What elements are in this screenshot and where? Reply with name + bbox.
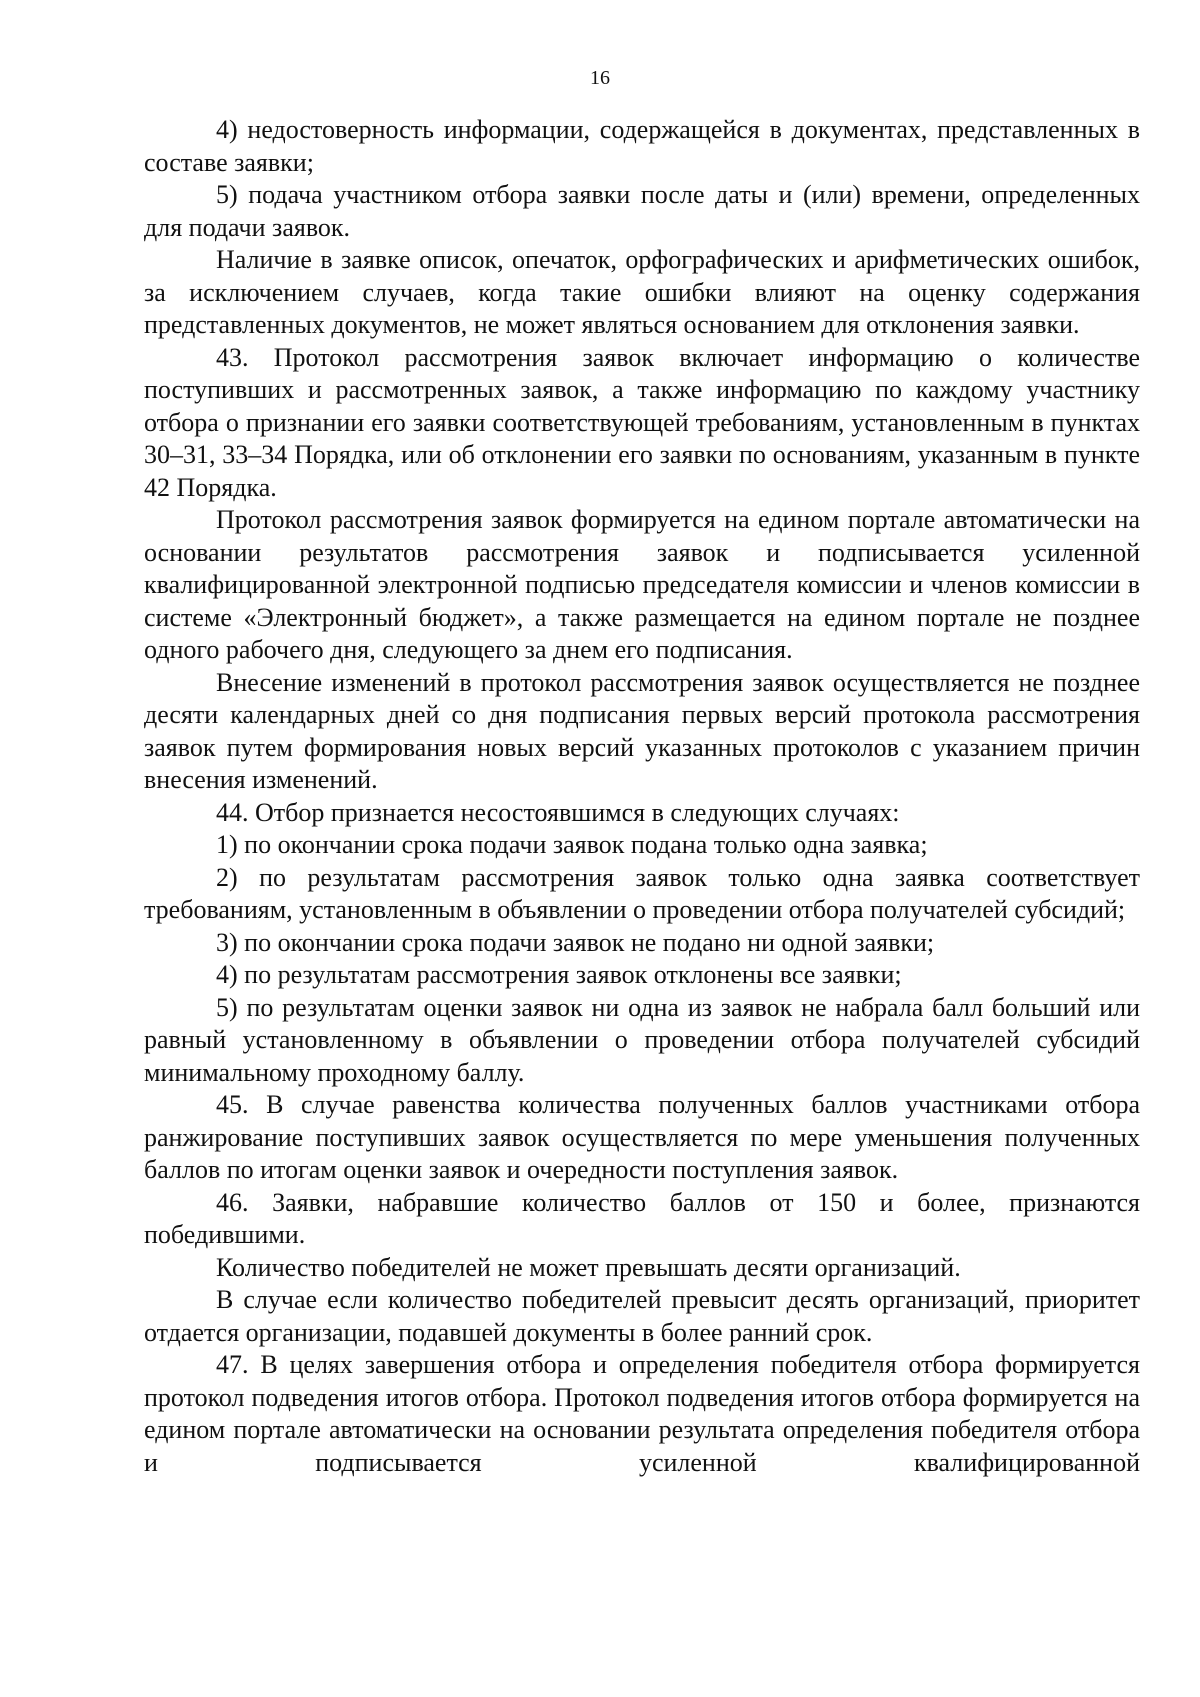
page-number: 16 (590, 67, 610, 89)
paragraph-winners-limit: Количество победителей не может превышать десяти организаций. (216, 1252, 961, 1282)
paragraph-item-4: 4) недостоверность информации, содержащейся в документах, представленных в составе заявки; (144, 115, 1140, 177)
paragraph-44-case-2: 2) по результатам рассмотрения заявок только одна заявка соответствует требованиям, установленным в объявлении о проведении отбора получателей субсидий; (144, 862, 1140, 924)
paragraph-43: 43. Протокол рассмотрения заявок включает информацию о количестве поступивших и рассмотренных заявок, а также информацию по каждому участнику отбора о признании его заявки соответствующей требованиям, установленным в пунктах 30–31, 33–34 Порядка, или об отклонении его заявки по основаниям, указанным в пункте 42 Порядка. (144, 342, 1140, 502)
paragraph-item-5: 5) подача участником отбора заявки после даты и (или) времени, определенных для подачи заявок. (144, 180, 1140, 242)
paragraph-44-case-3: 3) по окончании срока подачи заявок не подано ни одной заявки; (216, 927, 935, 957)
paragraph-44-case-5: 5) по результатам оценки заявок ни одна из заявок не набрала балл больший или равный установленному в объявлении о проведении отбора получателей субсидий минимальному проходному баллу. (144, 992, 1140, 1087)
paragraph-protocol-formation: Протокол рассмотрения заявок формируется на едином портале автоматически на основании результатов рассмотрения заявок и подписывается усиленной квалифицированной электронной подписью председателя комиссии и членов комиссии в системе «Электронный бюджет», а также размещается на едином портале не позднее одного рабочего дня, следующего за днем его подписания. (144, 505, 1140, 664)
document-body (144, 114, 1140, 1479)
paragraph-winners-priority: В случае если количество победителей превысит десять организаций, приоритет отдается организации, подавшей документы в более ранний срок. (144, 1285, 1140, 1347)
paragraph-47: 47. В целях завершения отбора и определения победителя отбора формируется протокол подведения итогов отбора. Протокол подведения итогов отбора формируется на едином портале автоматически на основании результата определения победителя отбора и подписывается усиленной квалифицированной (144, 1350, 1140, 1477)
paragraph-45: 45. В случае равенства количества полученных баллов участниками отбора ранжирование поступивших заявок осуществляется по мере уменьшения полученных баллов по итогам оценки заявок и очередности поступления заявок. (144, 1090, 1140, 1184)
paragraph-protocol-changes: Внесение изменений в протокол рассмотрения заявок осуществляется не позднее десяти календарных дней со дня подписания первых версий протокола рассмотрения заявок путем формирования новых версий указанных протоколов с указанием причин внесения изменений. (144, 667, 1140, 794)
paragraph-44: 44. Отбор признается несостоявшимся в следующих случаях: (216, 797, 900, 827)
paragraph-errors-note: Наличие в заявке описок, опечаток, орфографических и арифметических ошибок, за исключением случаев, когда такие ошибки влияют на оценку содержания представленных документов, не может являться основанием для отклонения заявки. (144, 245, 1140, 339)
paragraph-44-case-1: 1) по окончании срока подачи заявок подана только одна заявка; (216, 830, 928, 859)
paragraph-44-case-4: 4) по результатам рассмотрения заявок отклонены все заявки; (216, 960, 902, 989)
paragraph-46: 46. Заявки, набравшие количество баллов от 150 и более, признаются победившими. (144, 1187, 1140, 1249)
